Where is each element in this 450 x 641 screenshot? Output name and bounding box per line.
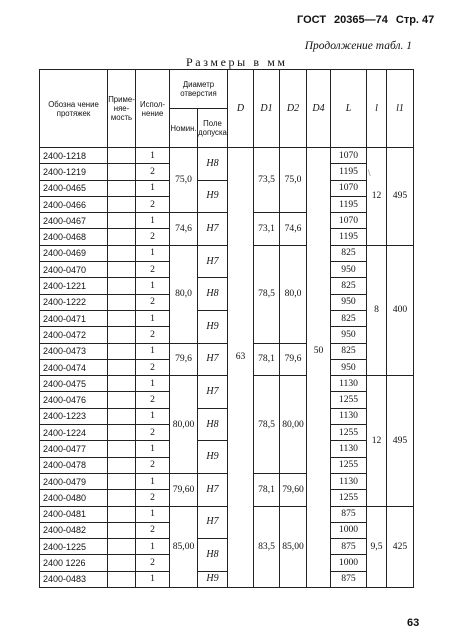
application-cell <box>108 164 136 180</box>
col-D: D <box>228 70 254 148</box>
application-cell <box>108 441 136 457</box>
D1-dimension: 83,5 <box>254 506 280 587</box>
L-length: 875 <box>331 506 367 522</box>
nominal-diameter: 85,00 <box>170 506 198 587</box>
D4-value: 50 <box>313 344 324 356</box>
header-page: Стр. 47 <box>395 14 435 26</box>
application-cell <box>108 180 136 196</box>
broach-designation: 2400-0472 <box>40 327 108 343</box>
version-number: 2 <box>136 490 170 506</box>
nominal-diameter: 80,0 <box>170 245 198 343</box>
table-row <box>40 213 414 229</box>
broach-designation: 2400-0465 <box>40 180 108 196</box>
tolerance-field: H8 <box>198 148 228 181</box>
L-length: 875 <box>331 539 367 555</box>
table-row <box>40 343 414 359</box>
table-row <box>40 180 414 196</box>
version-number: 2 <box>136 522 170 538</box>
application-cell <box>108 408 136 424</box>
application-cell <box>108 148 136 164</box>
version-number: 2 <box>136 555 170 571</box>
broach-designation: 2400-0479 <box>40 473 108 489</box>
D1-dimension: 78,5 <box>254 245 280 343</box>
L-length: 1195 <box>331 164 367 180</box>
table-row <box>40 408 414 424</box>
col-D2: D2 <box>280 70 307 148</box>
L-length: 950 <box>331 327 367 343</box>
broach-designation: 2400-0481 <box>40 506 108 522</box>
version-number: 2 <box>136 294 170 310</box>
tolerance-field: H9 <box>198 441 228 474</box>
tolerance-field: H9 <box>198 571 228 587</box>
application-cell <box>108 506 136 522</box>
broach-designation: 2400 1226 <box>40 555 108 571</box>
nominal-diameter: 79,6 <box>170 343 198 376</box>
tolerance-field: H7 <box>198 213 228 246</box>
table-row <box>40 245 414 261</box>
application-cell <box>108 522 136 538</box>
tolerance-field: H8 <box>198 539 228 572</box>
D1-dimension: 78,1 <box>254 343 280 376</box>
D4-dimension <box>307 148 331 588</box>
broach-designation: 2400-0470 <box>40 262 108 278</box>
L-length: 1255 <box>331 392 367 408</box>
version-number: 1 <box>136 473 170 489</box>
L-length: 825 <box>331 245 367 261</box>
D-dimension <box>228 148 254 588</box>
L-length: 1130 <box>331 441 367 457</box>
L-length: 1070 <box>331 148 367 164</box>
col-nominal: Номин. <box>170 109 198 148</box>
broach-designation: 2400-0471 <box>40 310 108 326</box>
col-tolerance: Поле допуска <box>198 109 228 148</box>
table-row <box>40 441 414 457</box>
broach-designation: 2400-0473 <box>40 343 108 359</box>
application-cell <box>108 392 136 408</box>
application-cell <box>108 229 136 245</box>
tolerance-field: H7 <box>198 343 228 376</box>
col-designation: Обозна чение протяжек <box>40 70 108 148</box>
l-length: 12 <box>367 376 387 506</box>
broach-designation: 2400-1224 <box>40 425 108 441</box>
table-row <box>40 473 414 489</box>
broach-designation: 2400-0475 <box>40 376 108 392</box>
col-diameter: Диаметр отверстия <box>170 70 228 109</box>
version-number: 1 <box>136 213 170 229</box>
L-length: 875 <box>331 571 367 587</box>
version-number: 1 <box>136 539 170 555</box>
version-number: 2 <box>136 327 170 343</box>
version-number: 2 <box>136 359 170 375</box>
dimensions-caption: Размеры в мм <box>186 55 288 69</box>
table-row <box>40 506 414 522</box>
l-length: 9,5 <box>367 506 387 587</box>
tolerance-field: H9 <box>198 310 228 343</box>
page-number: 63 <box>407 617 420 629</box>
L-length: 1070 <box>331 180 367 196</box>
table-row <box>40 571 414 587</box>
tolerance-field: H7 <box>198 473 228 506</box>
application-cell <box>108 196 136 212</box>
version-number: 2 <box>136 425 170 441</box>
D2-dimension: 80,0 <box>280 245 307 343</box>
D2-dimension: 75,0 <box>280 148 307 213</box>
table-row <box>40 376 414 392</box>
L-length: 825 <box>331 278 367 294</box>
nominal-diameter: 80,00 <box>170 376 198 474</box>
version-number: 2 <box>136 392 170 408</box>
tolerance-field: H8 <box>198 408 228 441</box>
broach-designation: 2400-1219 <box>40 164 108 180</box>
nominal-diameter: 79,60 <box>170 473 198 506</box>
broach-designation: 2400-0474 <box>40 359 108 375</box>
D2-dimension: 79,6 <box>280 343 307 376</box>
L-length: 1255 <box>331 490 367 506</box>
L-length: 1130 <box>331 376 367 392</box>
broach-designation: 2400-1221 <box>40 278 108 294</box>
page-header <box>297 14 442 26</box>
application-cell <box>108 425 136 441</box>
l1-length: 495 <box>387 148 414 246</box>
table-row <box>40 539 414 555</box>
D2-dimension: 85,00 <box>280 506 307 587</box>
tolerance-field: H7 <box>198 376 228 409</box>
L-length: 1070 <box>331 213 367 229</box>
broach-designation: 2400-0467 <box>40 213 108 229</box>
application-cell <box>108 555 136 571</box>
D-value: 63 <box>235 350 246 362</box>
application-cell <box>108 262 136 278</box>
broach-designation: 2400-0466 <box>40 196 108 212</box>
version-number: 1 <box>136 310 170 326</box>
L-length: 1195 <box>331 229 367 245</box>
version-number: 1 <box>136 376 170 392</box>
D1-dimension: 73,5 <box>254 148 280 213</box>
broach-designation: 2400-0469 <box>40 245 108 261</box>
L-length: 950 <box>331 262 367 278</box>
version-number: 2 <box>136 164 170 180</box>
tolerance-field: H9 <box>198 180 228 213</box>
col-l1: l1 <box>387 70 414 148</box>
l1-length: 495 <box>387 376 414 506</box>
version-number: 2 <box>136 229 170 245</box>
table-row <box>40 310 414 326</box>
application-cell <box>108 213 136 229</box>
L-length: 1000 <box>331 555 367 571</box>
L-length: 1130 <box>331 408 367 424</box>
D2-dimension: 80,00 <box>280 376 307 474</box>
application-cell <box>108 343 136 359</box>
version-number: 1 <box>136 408 170 424</box>
l-length: 8 <box>367 245 387 375</box>
header-number: 20365—74 <box>334 14 388 26</box>
nominal-diameter: 75,0 <box>170 148 198 213</box>
L-length: 1000 <box>331 522 367 538</box>
broach-designation: 2400-0478 <box>40 457 108 473</box>
table-row <box>40 148 414 164</box>
D2-dimension: 79,60 <box>280 473 307 506</box>
l-length: 12 <box>367 148 387 246</box>
broach-designation: 2400-1223 <box>40 408 108 424</box>
col-application: Приме-няе-мость <box>108 70 136 148</box>
broach-designation: 2400-1225 <box>40 539 108 555</box>
version-number: 1 <box>136 506 170 522</box>
D1-dimension: 78,5 <box>254 376 280 474</box>
broach-dimensions-table <box>39 69 414 588</box>
broach-designation: 2400-0483 <box>40 571 108 587</box>
l1-length: 425 <box>387 506 414 587</box>
version-number: 1 <box>136 441 170 457</box>
L-length: 950 <box>331 294 367 310</box>
table-row <box>40 278 414 294</box>
D1-dimension: 73,1 <box>254 213 280 246</box>
application-cell <box>108 490 136 506</box>
L-length: 950 <box>331 359 367 375</box>
version-number: 1 <box>136 180 170 196</box>
D2-dimension: 74,6 <box>280 213 307 246</box>
application-cell <box>108 310 136 326</box>
L-length: 1255 <box>331 457 367 473</box>
table-continuation: Продолжение табл. 1 <box>304 40 412 52</box>
application-cell <box>108 294 136 310</box>
col-version: Испол-нение <box>136 70 170 148</box>
application-cell <box>108 457 136 473</box>
application-cell <box>108 473 136 489</box>
tolerance-field: H7 <box>198 506 228 539</box>
application-cell <box>108 278 136 294</box>
application-cell <box>108 245 136 261</box>
version-number: 1 <box>136 148 170 164</box>
broach-designation: 2400-0468 <box>40 229 108 245</box>
l1-length: 400 <box>387 245 414 375</box>
application-cell <box>108 571 136 587</box>
L-length: 825 <box>331 343 367 359</box>
table-body <box>40 148 414 588</box>
scan-mark: \ <box>368 168 371 178</box>
version-number: 2 <box>136 457 170 473</box>
version-number: 2 <box>136 262 170 278</box>
version-number: 1 <box>136 245 170 261</box>
version-number: 1 <box>136 571 170 587</box>
tolerance-field: H7 <box>198 245 228 278</box>
application-cell <box>108 359 136 375</box>
application-cell <box>108 539 136 555</box>
D1-dimension: 78,1 <box>254 473 280 506</box>
L-length: 825 <box>331 310 367 326</box>
L-length: 1130 <box>331 473 367 489</box>
broach-designation: 2400-1218 <box>40 148 108 164</box>
L-length: 1255 <box>331 425 367 441</box>
col-D1: D1 <box>254 70 280 148</box>
version-number: 1 <box>136 278 170 294</box>
col-l: l <box>367 70 387 148</box>
broach-designation: 2400-0476 <box>40 392 108 408</box>
application-cell <box>108 376 136 392</box>
broach-designation: 2400-1222 <box>40 294 108 310</box>
broach-designation: 2400-0480 <box>40 490 108 506</box>
tolerance-field: H8 <box>198 278 228 311</box>
L-length: 1195 <box>331 196 367 212</box>
broach-designation: 2400-0477 <box>40 441 108 457</box>
header-gost: ГОСТ <box>297 14 327 26</box>
col-L: L <box>331 70 367 148</box>
broach-designation: 2400-0482 <box>40 522 108 538</box>
version-number: 1 <box>136 343 170 359</box>
col-D4: D4 <box>307 70 331 148</box>
version-number: 2 <box>136 196 170 212</box>
application-cell <box>108 327 136 343</box>
nominal-diameter: 74,6 <box>170 213 198 246</box>
